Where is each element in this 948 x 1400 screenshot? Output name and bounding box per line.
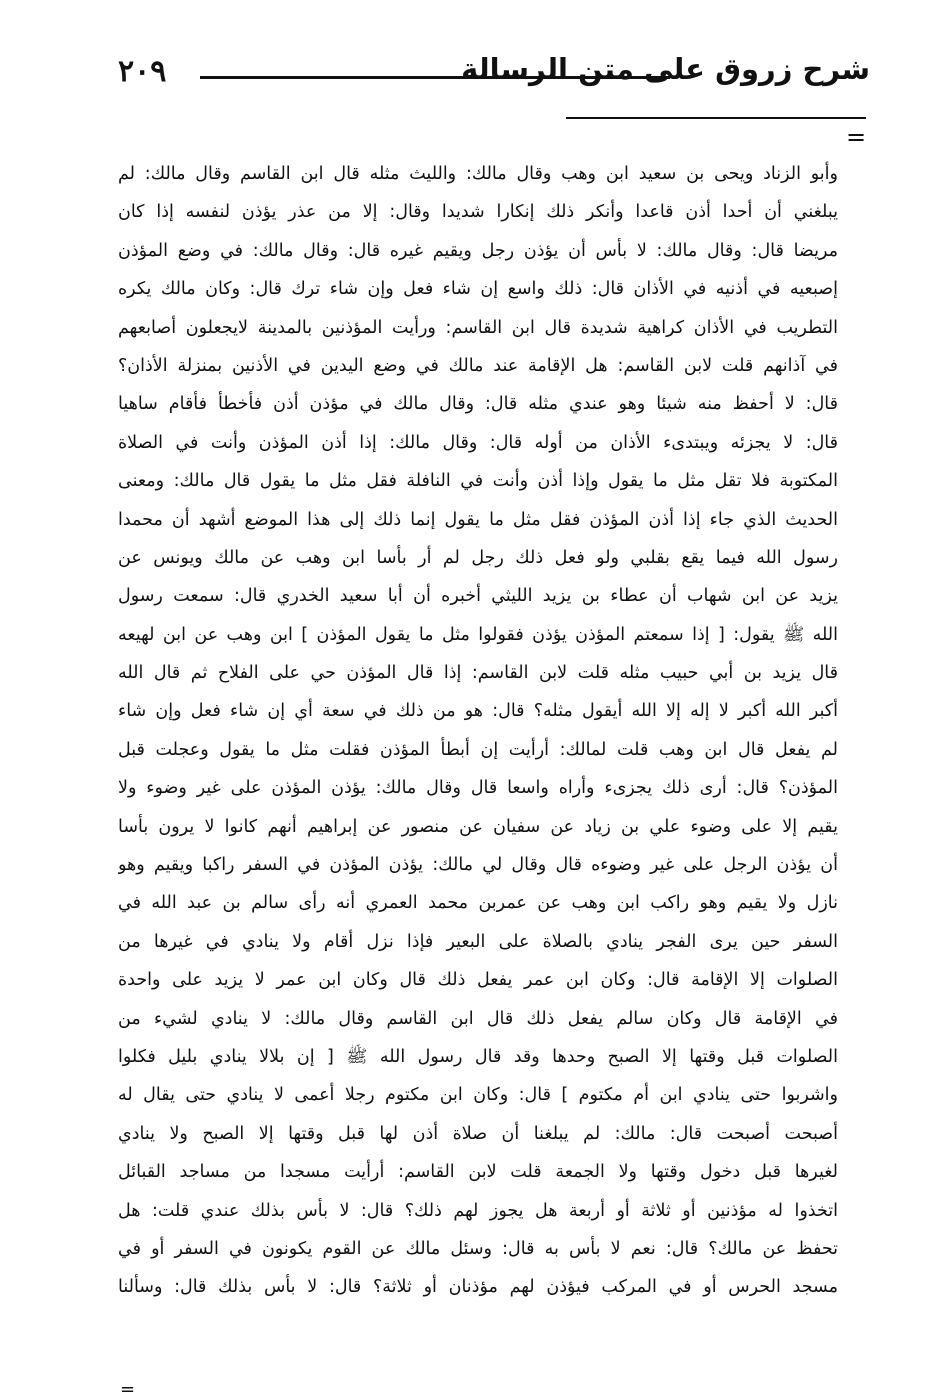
running-title: شرح زروق على متن الرسالة	[461, 52, 870, 86]
continuation-mark-bottom: =	[120, 1379, 136, 1400]
text-line: إصبعيه في أذنيه في الأذان قال: ذلك واسع إن شاء فعل وإن شاء ترك قال: وكان مالك يكره	[118, 279, 838, 300]
text-line: لغيرها قبل دخول وقتها ولا الجمعة قلت لابن القاسم: أرأيت مسجدا من مساجد القبائل	[118, 1162, 838, 1183]
text-line: التطريب في الأذان كراهية شديدة قال ابن القاسم: ورأيت المؤذنين بالمدينة لايجعلون أصابعهم	[118, 317, 838, 338]
text-line: الله ﷺ يقول: [ إذا سمعتم المؤذن يؤذن فقولوا مثل ما يقول المؤذن ] ابن وهب عن ابن لهيعه	[118, 624, 838, 645]
text-line: رسول الله فيما يقع بقلبي ولو فعل ذلك رجل لم أر بأسا ابن وهب عن مالك ويونس عن	[118, 547, 838, 568]
text-line: اتخذوا له مؤذنين أو ثلاثة أو أربعة هل يجوز لهم ذلك؟ قال: لا بأس بذلك عندي قلت: هل	[118, 1200, 838, 1221]
page-number: ٢٠٩	[118, 54, 167, 89]
text-line: أصبحت أصبحت قال: مالك: لم يبلغنا أن صلاة أذن لها قبل وقتها إلا الصبح ولا ينادي	[118, 1123, 838, 1144]
text-line: مسجد الحرس أو في المركب فيؤذن لهم مؤذنان أو ثلاثة؟ قال: لا بأس بذلك قال: وسألنا	[118, 1277, 838, 1298]
text-line: يزيد عن ابن شهاب أن عطاء بن يزيد الليثي أخبره أن أبا سعيد الخدري قال: سمعت رسول	[118, 586, 838, 607]
text-line: أكبر الله أكبر لا إله إلا الله أيقول مثله؟ قال: هو من ذلك في سعة أي إن شاء فعل وإن شاء	[118, 701, 838, 722]
text-line: الحديث الذي جاء إذا أذن المؤذن فقل مثل ما يقول إنما ذلك إلى هذا الموضع أشهد أن محمدا	[118, 509, 838, 530]
text-line: قال: لا أحفظ منه شيئا وهو عندي مثله قال: وقال مالك في مؤذن أذن فأخطأ فأقام ساهيا	[118, 394, 838, 415]
text-line: مريضا قال: وقال مالك: لا بأس أن يؤذن رجل ويقيم غيره قال: وقال مالك: في وضع المؤذن	[118, 240, 838, 261]
text-line: واشربوا حتى ينادي ابن أم مكتوم ] قال: وكان ابن مكتوم رجلا أعمى لا ينادي حتى يقال له	[118, 1085, 838, 1106]
text-line: أن يؤذن الرجل على غير وضوءه قال وقال لي مالك: يؤذن المؤذن في السفر راكبا ويقيم وهو	[118, 855, 838, 876]
text-line: في الإقامة قال وكان سالم يفعل ذلك قال ابن القاسم وقال مالك: لا ينادي لشيء من	[118, 1008, 838, 1029]
text-line: لم يفعل قال ابن وهب قلت لمالك: أرأيت إن أبطأ المؤذن فقلت مثل ما يقول وعجلت قبل	[118, 739, 838, 760]
text-line: السفر حين يرى الفجر ينادي بالصلاة على البعير فإذا نزل أقام ولا ينادي في غيرها من	[118, 931, 838, 952]
text-line: في آذانهم قلت لابن القاسم: هل الإقامة عند مالك في وضع اليدين في الأذنين بمنزلة الأذان؟	[118, 355, 838, 376]
text-line: يبلغني أن أحدا أذن قاعدا وأنكر ذلك إنكارا شديدا وقال: إلا من عذر يؤذن لنفسه إذا كان	[118, 202, 838, 223]
text-line: وأبو الزناد ويحى بن سعيد ابن وهب وقال مالك: والليث مثله قال ابن القاسم وقال مالك: لم	[118, 164, 838, 184]
text-line: قال يزيد بن أبي حبيب مثله قلت لابن القاسم: إذا قال المؤذن حي على الفلاح ثم قال الله	[118, 663, 838, 684]
text-line: قال: لا يجزئه ويبتدىء الأذان من أوله قال: وقال مالك: إذا أذن المؤذن وأنت في الصلاة	[118, 432, 838, 453]
title-underline	[566, 117, 866, 119]
continuation-mark-top: =	[846, 123, 867, 151]
text-line: تحفظ عن مالك؟ قال: نعم لا بأس به قال: وسئل مالك عن القوم يكونون في السفر أو في	[118, 1238, 838, 1259]
text-line: المؤذن؟ قال: أرى ذلك يجزىء وأراه واسعا قال وقال مالك: يؤذن المؤذن على غير وضوء ولا	[118, 778, 838, 799]
text-line: المكتوبة فلا تقل مثل ما يقول وإذا أذن وأنت في النافلة فقل مثل ما يقول قال مالك: ومعنى	[118, 471, 838, 492]
body-text	[118, 155, 838, 1307]
text-line: يقيم إلا على وضوء علي بن زياد عن سفيان عن منصور عن إبراهيم أنهم كانوا لا يرون بأسا	[118, 816, 838, 837]
text-line: نازل ولا يقيم وهو راكب ابن وهب عن عمربن محمد العمري أنه رأى سالم بن عبد الله في	[118, 893, 838, 914]
text-line: الصلوات قبل وقتها إلا الصبح وحدها وقد قال رسول الله ﷺ [ إن بلالا ينادي بليل فكلوا	[118, 1046, 838, 1067]
text-line: الصلوات إلا الإقامة قال: وكان ابن عمر يفعل ذلك قال وكان ابن عمر لا يزيد على واحدة	[118, 970, 838, 991]
page-header	[118, 50, 870, 102]
